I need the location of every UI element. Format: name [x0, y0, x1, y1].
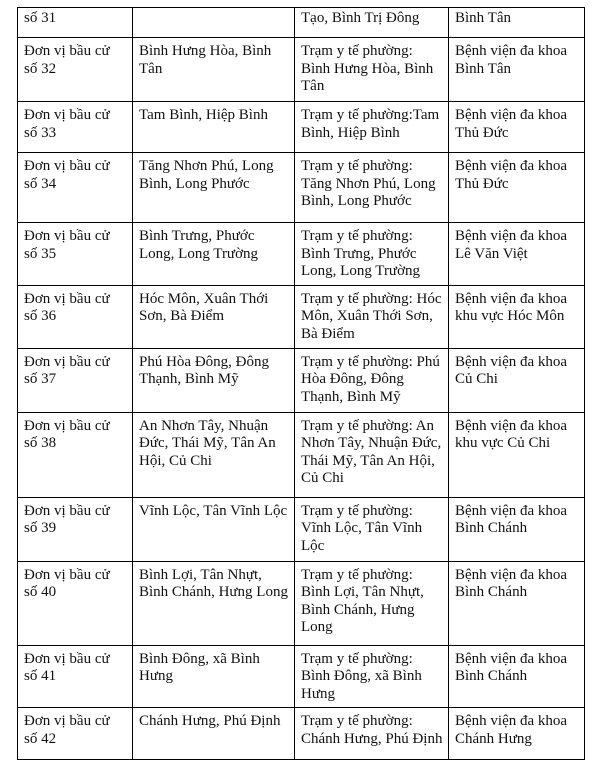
hospital-cell: Bệnh viện đa khoa Bình Chánh: [449, 645, 585, 708]
table-row: [18, 102, 585, 153]
unit-cell: Đơn vị bầu cử số 39: [18, 497, 133, 561]
unit-cell: Đơn vị bầu cử số 34: [18, 153, 133, 223]
wards-cell: Vĩnh Lộc, Tân Vĩnh Lộc: [133, 497, 295, 561]
voting-place-cell: Trạm y tế phường: Bình Lợi, Tân Nhựt, Bình Chánh, Hưng Long: [295, 561, 449, 645]
hospital-cell: Bình Tân: [449, 8, 585, 38]
table-row: [18, 561, 585, 645]
hospital-cell: Bệnh viện đa khoa Bình Tân: [449, 38, 585, 102]
table-body: [18, 8, 585, 760]
table-row: [18, 497, 585, 561]
wards-cell: Phú Hòa Đông, Đông Thạnh, Bình Mỹ: [133, 348, 295, 412]
hospital-cell: Bệnh viện đa khoa khu vực Củ Chi: [449, 412, 585, 497]
wards-cell: Hóc Môn, Xuân Thới Sơn, Bà Điểm: [133, 285, 295, 348]
voting-place-cell: Trạm y tế phường: Phú Hòa Đông, Đông Thạnh, Bình Mỹ: [295, 348, 449, 412]
hospital-cell: Bệnh viện đa khoa Củ Chi: [449, 348, 585, 412]
voting-place-cell: Trạm y tế phường: Vĩnh Lộc, Tân Vĩnh Lộc: [295, 497, 449, 561]
unit-cell: Đơn vị bầu cử số 37: [18, 348, 133, 412]
table-row: [18, 348, 585, 412]
hospital-cell: Bệnh viện đa khoa Thủ Đức: [449, 153, 585, 223]
voting-place-cell: Trạm y tế phường: Tăng Nhơn Phú, Long Bình, Long Phước: [295, 153, 449, 223]
table-row: [18, 8, 585, 38]
hospital-cell: Bệnh viện đa khoa Bình Chánh: [449, 497, 585, 561]
table-row: [18, 223, 585, 286]
wards-cell: Bình Đông, xã Bình Hưng: [133, 645, 295, 708]
voting-place-cell: Trạm y tế phường: An Nhơn Tây, Nhuận Đức, Thái Mỹ, Tân An Hội, Củ Chi: [295, 412, 449, 497]
voting-place-cell: Trạm y tế phường: Hóc Môn, Xuân Thới Sơn, Bà Điểm: [295, 285, 449, 348]
wards-cell: [133, 8, 295, 38]
voting-place-cell: Trạm y tế phường: Bình Hưng Hòa, Bình Tân: [295, 38, 449, 102]
table-row: [18, 708, 585, 760]
hospital-cell: Bệnh viện đa khoa khu vực Hóc Môn: [449, 285, 585, 348]
hospital-cell: Bệnh viện đa khoa Chánh Hưng: [449, 708, 585, 760]
voting-place-cell: Trạm y tế phường: Bình Đông, xã Bình Hưng: [295, 645, 449, 708]
voting-place-cell: Trạm y tế phường: Chánh Hưng, Phú Định: [295, 708, 449, 760]
wards-cell: Bình Lợi, Tân Nhựt, Bình Chánh, Hưng Long: [133, 561, 295, 645]
unit-cell: Đơn vị bầu cử số 35: [18, 223, 133, 286]
voting-place-cell: Tạo, Bình Trị Đông: [295, 8, 449, 38]
voting-place-cell: Trạm y tế phường: Bình Trưng, Phước Long, Long Trường: [295, 223, 449, 286]
wards-cell: An Nhơn Tây, Nhuận Đức, Thái Mỹ, Tân An Hội, Củ Chi: [133, 412, 295, 497]
wards-cell: Bình Hưng Hòa, Bình Tân: [133, 38, 295, 102]
election-units-table: [17, 7, 585, 760]
unit-cell: Đơn vị bầu cử số 40: [18, 561, 133, 645]
voting-place-cell: Trạm y tế phường:Tam Bình, Hiệp Bình: [295, 102, 449, 153]
hospital-cell: Bệnh viện đa khoa Bình Chánh: [449, 561, 585, 645]
table-row: [18, 645, 585, 708]
unit-cell: Đơn vị bầu cử số 33: [18, 102, 133, 153]
unit-cell: Đơn vị bầu cử số 38: [18, 412, 133, 497]
unit-cell: Đơn vị bầu cử số 32: [18, 38, 133, 102]
table-row: [18, 153, 585, 223]
unit-cell: Đơn vị bầu cử số 41: [18, 645, 133, 708]
table-row: [18, 412, 585, 497]
hospital-cell: Bệnh viện đa khoa Thủ Đức: [449, 102, 585, 153]
unit-cell: số 31: [18, 8, 133, 38]
table-row: [18, 285, 585, 348]
wards-cell: Tăng Nhơn Phú, Long Bình, Long Phước: [133, 153, 295, 223]
wards-cell: Bình Trưng, Phước Long, Long Trường: [133, 223, 295, 286]
wards-cell: Chánh Hưng, Phú Định: [133, 708, 295, 760]
wards-cell: Tam Bình, Hiệp Bình: [133, 102, 295, 153]
unit-cell: Đơn vị bầu cử số 42: [18, 708, 133, 760]
table-row: [18, 38, 585, 102]
hospital-cell: Bệnh viện đa khoa Lê Văn Việt: [449, 223, 585, 286]
unit-cell: Đơn vị bầu cử số 36: [18, 285, 133, 348]
